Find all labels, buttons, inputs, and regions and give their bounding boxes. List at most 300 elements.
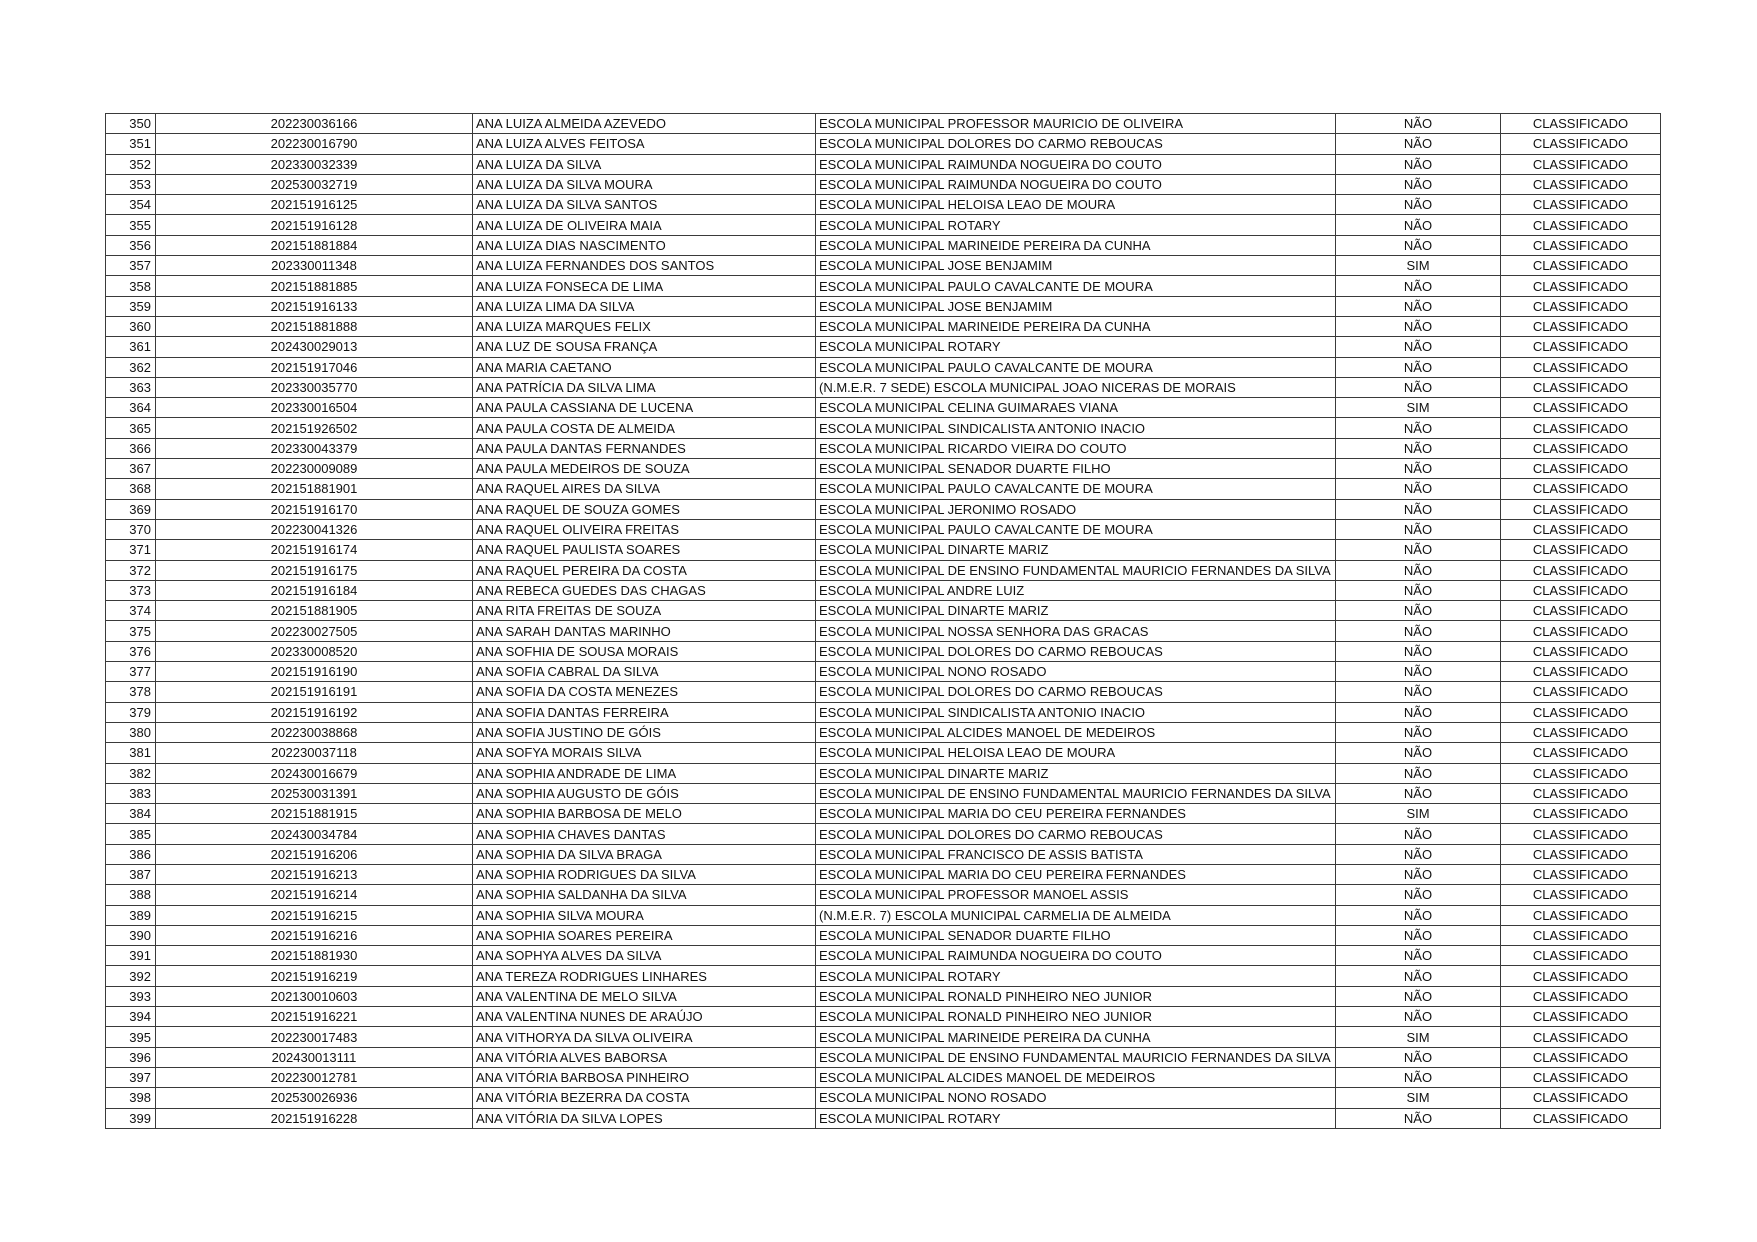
student-name-cell: ANA VALENTINA NUNES DE ARAÚJO xyxy=(473,1007,816,1027)
row-number-cell: 371 xyxy=(106,540,156,560)
student-name-cell: ANA PAULA DANTAS FERNANDES xyxy=(473,438,816,458)
table-row xyxy=(106,540,1661,560)
table-row xyxy=(106,256,1661,276)
registration-id-cell: 202230016790 xyxy=(156,134,473,154)
table-row xyxy=(106,357,1661,377)
school-name-cell: ESCOLA MUNICIPAL RAIMUNDA NOGUEIRA DO COUTO xyxy=(816,174,1336,194)
row-number-cell: 351 xyxy=(106,134,156,154)
school-name-cell: ESCOLA MUNICIPAL DE ENSINO FUNDAMENTAL MAURICIO FERNANDES DA SILVA xyxy=(816,783,1336,803)
status-cell: CLASSIFICADO xyxy=(1501,540,1661,560)
table-row xyxy=(106,702,1661,722)
table-row xyxy=(106,743,1661,763)
status-cell: CLASSIFICADO xyxy=(1501,1007,1661,1027)
registration-id-cell: 202330032339 xyxy=(156,154,473,174)
school-name-cell: ESCOLA MUNICIPAL HELOISA LEAO DE MOURA xyxy=(816,195,1336,215)
row-number-cell: 382 xyxy=(106,763,156,783)
flag-cell: NÃO xyxy=(1336,844,1501,864)
school-name-cell: ESCOLA MUNICIPAL DOLORES DO CARMO REBOUCAS xyxy=(816,134,1336,154)
school-name-cell: ESCOLA MUNICIPAL ALCIDES MANOEL DE MEDEIROS xyxy=(816,722,1336,742)
table-row xyxy=(106,154,1661,174)
table-row xyxy=(106,1007,1661,1027)
table-row xyxy=(106,459,1661,479)
student-name-cell: ANA LUIZA DE OLIVEIRA MAIA xyxy=(473,215,816,235)
school-name-cell: ESCOLA MUNICIPAL NONO ROSADO xyxy=(816,1088,1336,1108)
school-name-cell: ESCOLA MUNICIPAL DINARTE MARIZ xyxy=(816,601,1336,621)
row-number-cell: 352 xyxy=(106,154,156,174)
row-number-cell: 397 xyxy=(106,1067,156,1087)
student-name-cell: ANA RAQUEL AIRES DA SILVA xyxy=(473,479,816,499)
student-name-cell: ANA PAULA COSTA DE ALMEIDA xyxy=(473,418,816,438)
table-row xyxy=(106,966,1661,986)
school-name-cell: ESCOLA MUNICIPAL DINARTE MARIZ xyxy=(816,540,1336,560)
registration-id-cell: 202151916174 xyxy=(156,540,473,560)
status-cell: CLASSIFICADO xyxy=(1501,966,1661,986)
flag-cell: NÃO xyxy=(1336,601,1501,621)
registration-id-cell: 202151916170 xyxy=(156,499,473,519)
flag-cell: NÃO xyxy=(1336,1047,1501,1067)
registration-id-cell: 202330011348 xyxy=(156,256,473,276)
registration-id-cell: 202151881905 xyxy=(156,601,473,621)
row-number-cell: 399 xyxy=(106,1108,156,1128)
student-name-cell: ANA VITÓRIA DA SILVA LOPES xyxy=(473,1108,816,1128)
status-cell: CLASSIFICADO xyxy=(1501,337,1661,357)
registration-id-cell: 202230038868 xyxy=(156,722,473,742)
registration-id-cell: 202151916190 xyxy=(156,662,473,682)
status-cell: CLASSIFICADO xyxy=(1501,256,1661,276)
school-name-cell: ESCOLA MUNICIPAL MARINEIDE PEREIRA DA CUNHA xyxy=(816,316,1336,336)
student-name-cell: ANA LUIZA MARQUES FELIX xyxy=(473,316,816,336)
status-cell: CLASSIFICADO xyxy=(1501,641,1661,661)
status-cell: CLASSIFICADO xyxy=(1501,560,1661,580)
row-number-cell: 364 xyxy=(106,398,156,418)
registration-id-cell: 202151916216 xyxy=(156,925,473,945)
student-name-cell: ANA LUIZA ALMEIDA AZEVEDO xyxy=(473,114,816,134)
flag-cell: NÃO xyxy=(1336,946,1501,966)
table-row xyxy=(106,925,1661,945)
table-row xyxy=(106,438,1661,458)
table-row xyxy=(106,479,1661,499)
row-number-cell: 369 xyxy=(106,499,156,519)
table-row xyxy=(106,804,1661,824)
registration-id-cell: 202151881884 xyxy=(156,235,473,255)
student-name-cell: ANA LUZ DE SOUSA FRANÇA xyxy=(473,337,816,357)
registration-id-cell: 202230041326 xyxy=(156,519,473,539)
status-cell: CLASSIFICADO xyxy=(1501,377,1661,397)
table-row xyxy=(106,885,1661,905)
status-cell: CLASSIFICADO xyxy=(1501,722,1661,742)
table-row xyxy=(106,276,1661,296)
student-name-cell: ANA LUIZA DIAS NASCIMENTO xyxy=(473,235,816,255)
student-name-cell: ANA SOFIA DANTAS FERREIRA xyxy=(473,702,816,722)
table-row xyxy=(106,1047,1661,1067)
status-cell: CLASSIFICADO xyxy=(1501,662,1661,682)
status-cell: CLASSIFICADO xyxy=(1501,1088,1661,1108)
classification-table xyxy=(105,113,1661,1129)
status-cell: CLASSIFICADO xyxy=(1501,763,1661,783)
status-cell: CLASSIFICADO xyxy=(1501,601,1661,621)
status-cell: CLASSIFICADO xyxy=(1501,682,1661,702)
flag-cell: NÃO xyxy=(1336,499,1501,519)
status-cell: CLASSIFICADO xyxy=(1501,134,1661,154)
school-name-cell: ESCOLA MUNICIPAL ALCIDES MANOEL DE MEDEIROS xyxy=(816,1067,1336,1087)
school-name-cell: ESCOLA MUNICIPAL PROFESSOR MANOEL ASSIS xyxy=(816,885,1336,905)
table-row xyxy=(106,864,1661,884)
table-row xyxy=(106,682,1661,702)
row-number-cell: 370 xyxy=(106,519,156,539)
status-cell: CLASSIFICADO xyxy=(1501,114,1661,134)
flag-cell: NÃO xyxy=(1336,743,1501,763)
student-name-cell: ANA SOFYA MORAIS SILVA xyxy=(473,743,816,763)
table-row xyxy=(106,1088,1661,1108)
flag-cell: NÃO xyxy=(1336,296,1501,316)
student-name-cell: ANA SARAH DANTAS MARINHO xyxy=(473,621,816,641)
registration-id-cell: 202151881930 xyxy=(156,946,473,966)
registration-id-cell: 202330016504 xyxy=(156,398,473,418)
status-cell: CLASSIFICADO xyxy=(1501,702,1661,722)
flag-cell: NÃO xyxy=(1336,1067,1501,1087)
flag-cell: NÃO xyxy=(1336,722,1501,742)
student-name-cell: ANA VITÓRIA BEZERRA DA COSTA xyxy=(473,1088,816,1108)
row-number-cell: 379 xyxy=(106,702,156,722)
school-name-cell: ESCOLA MUNICIPAL DOLORES DO CARMO REBOUCAS xyxy=(816,824,1336,844)
row-number-cell: 365 xyxy=(106,418,156,438)
row-number-cell: 357 xyxy=(106,256,156,276)
status-cell: CLASSIFICADO xyxy=(1501,1027,1661,1047)
school-name-cell: ESCOLA MUNICIPAL JOSE BENJAMIM xyxy=(816,296,1336,316)
flag-cell: NÃO xyxy=(1336,174,1501,194)
status-cell: CLASSIFICADO xyxy=(1501,174,1661,194)
flag-cell: NÃO xyxy=(1336,702,1501,722)
flag-cell: NÃO xyxy=(1336,682,1501,702)
status-cell: CLASSIFICADO xyxy=(1501,195,1661,215)
flag-cell: SIM xyxy=(1336,398,1501,418)
student-name-cell: ANA SOPHIA SOARES PEREIRA xyxy=(473,925,816,945)
registration-id-cell: 202330043379 xyxy=(156,438,473,458)
school-name-cell: ESCOLA MUNICIPAL CELINA GUIMARAES VIANA xyxy=(816,398,1336,418)
table-row xyxy=(106,134,1661,154)
registration-id-cell: 202151916219 xyxy=(156,966,473,986)
table-row xyxy=(106,783,1661,803)
status-cell: CLASSIFICADO xyxy=(1501,499,1661,519)
school-name-cell: ESCOLA MUNICIPAL SINDICALISTA ANTONIO INACIO xyxy=(816,702,1336,722)
student-name-cell: ANA LUIZA DA SILVA xyxy=(473,154,816,174)
row-number-cell: 356 xyxy=(106,235,156,255)
flag-cell: NÃO xyxy=(1336,438,1501,458)
status-cell: CLASSIFICADO xyxy=(1501,1108,1661,1128)
table-row xyxy=(106,195,1661,215)
table-row xyxy=(106,763,1661,783)
flag-cell: NÃO xyxy=(1336,621,1501,641)
table-row xyxy=(106,1108,1661,1128)
student-name-cell: ANA LUIZA FONSECA DE LIMA xyxy=(473,276,816,296)
status-cell: CLASSIFICADO xyxy=(1501,276,1661,296)
registration-id-cell: 202151916228 xyxy=(156,1108,473,1128)
flag-cell: NÃO xyxy=(1336,905,1501,925)
student-name-cell: ANA LUIZA DA SILVA SANTOS xyxy=(473,195,816,215)
row-number-cell: 374 xyxy=(106,601,156,621)
table-row xyxy=(106,601,1661,621)
registration-id-cell: 202230009089 xyxy=(156,459,473,479)
table-row xyxy=(106,1067,1661,1087)
registration-id-cell: 202151881915 xyxy=(156,804,473,824)
school-name-cell: (N.M.E.R. 7) ESCOLA MUNICIPAL CARMELIA DE ALMEIDA xyxy=(816,905,1336,925)
registration-id-cell: 202151916184 xyxy=(156,580,473,600)
flag-cell: NÃO xyxy=(1336,540,1501,560)
row-number-cell: 368 xyxy=(106,479,156,499)
school-name-cell: ESCOLA MUNICIPAL HELOISA LEAO DE MOURA xyxy=(816,743,1336,763)
table-row xyxy=(106,641,1661,661)
status-cell: CLASSIFICADO xyxy=(1501,946,1661,966)
row-number-cell: 386 xyxy=(106,844,156,864)
table-row xyxy=(106,560,1661,580)
row-number-cell: 373 xyxy=(106,580,156,600)
row-number-cell: 360 xyxy=(106,316,156,336)
table-row xyxy=(106,519,1661,539)
registration-id-cell: 202151916192 xyxy=(156,702,473,722)
status-cell: CLASSIFICADO xyxy=(1501,519,1661,539)
row-number-cell: 363 xyxy=(106,377,156,397)
status-cell: CLASSIFICADO xyxy=(1501,925,1661,945)
student-name-cell: ANA RITA FREITAS DE SOUZA xyxy=(473,601,816,621)
school-name-cell: ESCOLA MUNICIPAL NONO ROSADO xyxy=(816,662,1336,682)
row-number-cell: 366 xyxy=(106,438,156,458)
status-cell: CLASSIFICADO xyxy=(1501,215,1661,235)
student-name-cell: ANA MARIA CAETANO xyxy=(473,357,816,377)
school-name-cell: ESCOLA MUNICIPAL FRANCISCO DE ASSIS BATISTA xyxy=(816,844,1336,864)
row-number-cell: 383 xyxy=(106,783,156,803)
row-number-cell: 388 xyxy=(106,885,156,905)
status-cell: CLASSIFICADO xyxy=(1501,986,1661,1006)
flag-cell: NÃO xyxy=(1336,864,1501,884)
status-cell: CLASSIFICADO xyxy=(1501,296,1661,316)
row-number-cell: 380 xyxy=(106,722,156,742)
student-name-cell: ANA RAQUEL OLIVEIRA FREITAS xyxy=(473,519,816,539)
flag-cell: NÃO xyxy=(1336,316,1501,336)
school-name-cell: ESCOLA MUNICIPAL RONALD PINHEIRO NEO JUNIOR xyxy=(816,986,1336,1006)
status-cell: CLASSIFICADO xyxy=(1501,580,1661,600)
school-name-cell: ESCOLA MUNICIPAL SENADOR DUARTE FILHO xyxy=(816,925,1336,945)
student-name-cell: ANA REBECA GUEDES DAS CHAGAS xyxy=(473,580,816,600)
student-name-cell: ANA VITÓRIA ALVES BABORSA xyxy=(473,1047,816,1067)
row-number-cell: 387 xyxy=(106,864,156,884)
student-name-cell: ANA SOFIA DA COSTA MENEZES xyxy=(473,682,816,702)
student-name-cell: ANA PAULA MEDEIROS DE SOUZA xyxy=(473,459,816,479)
row-number-cell: 391 xyxy=(106,946,156,966)
school-name-cell: ESCOLA MUNICIPAL MARIA DO CEU PEREIRA FERNANDES xyxy=(816,804,1336,824)
row-number-cell: 375 xyxy=(106,621,156,641)
registration-id-cell: 202530026936 xyxy=(156,1088,473,1108)
flag-cell: NÃO xyxy=(1336,986,1501,1006)
flag-cell: NÃO xyxy=(1336,195,1501,215)
table-row xyxy=(106,235,1661,255)
flag-cell: NÃO xyxy=(1336,966,1501,986)
registration-id-cell: 202151881901 xyxy=(156,479,473,499)
school-name-cell: ESCOLA MUNICIPAL RICARDO VIEIRA DO COUTO xyxy=(816,438,1336,458)
registration-id-cell: 202230027505 xyxy=(156,621,473,641)
flag-cell: NÃO xyxy=(1336,1108,1501,1128)
registration-id-cell: 202230036166 xyxy=(156,114,473,134)
school-name-cell: ESCOLA MUNICIPAL SENADOR DUARTE FILHO xyxy=(816,459,1336,479)
status-cell: CLASSIFICADO xyxy=(1501,844,1661,864)
table-row xyxy=(106,824,1661,844)
table-row xyxy=(106,946,1661,966)
row-number-cell: 385 xyxy=(106,824,156,844)
table-row xyxy=(106,398,1661,418)
row-number-cell: 390 xyxy=(106,925,156,945)
row-number-cell: 377 xyxy=(106,662,156,682)
school-name-cell: ESCOLA MUNICIPAL PAULO CAVALCANTE DE MOURA xyxy=(816,479,1336,499)
status-cell: CLASSIFICADO xyxy=(1501,479,1661,499)
row-number-cell: 372 xyxy=(106,560,156,580)
status-cell: CLASSIFICADO xyxy=(1501,1047,1661,1067)
school-name-cell: ESCOLA MUNICIPAL DOLORES DO CARMO REBOUCAS xyxy=(816,682,1336,702)
row-number-cell: 353 xyxy=(106,174,156,194)
status-cell: CLASSIFICADO xyxy=(1501,824,1661,844)
row-number-cell: 355 xyxy=(106,215,156,235)
row-number-cell: 394 xyxy=(106,1007,156,1027)
registration-id-cell: 202151916175 xyxy=(156,560,473,580)
registration-id-cell: 202530032719 xyxy=(156,174,473,194)
table-row xyxy=(106,337,1661,357)
student-name-cell: ANA VITHORYA DA SILVA OLIVEIRA xyxy=(473,1027,816,1047)
student-name-cell: ANA SOPHIA SILVA MOURA xyxy=(473,905,816,925)
table-row xyxy=(106,722,1661,742)
school-name-cell: ESCOLA MUNICIPAL PAULO CAVALCANTE DE MOURA xyxy=(816,276,1336,296)
registration-id-cell: 202230037118 xyxy=(156,743,473,763)
school-name-cell: ESCOLA MUNICIPAL DOLORES DO CARMO REBOUCAS xyxy=(816,641,1336,661)
flag-cell: NÃO xyxy=(1336,357,1501,377)
registration-id-cell: 202230017483 xyxy=(156,1027,473,1047)
flag-cell: NÃO xyxy=(1336,154,1501,174)
flag-cell: NÃO xyxy=(1336,763,1501,783)
registration-id-cell: 202130010603 xyxy=(156,986,473,1006)
status-cell: CLASSIFICADO xyxy=(1501,905,1661,925)
flag-cell: NÃO xyxy=(1336,215,1501,235)
school-name-cell: ESCOLA MUNICIPAL PAULO CAVALCANTE DE MOURA xyxy=(816,357,1336,377)
table-row xyxy=(106,844,1661,864)
status-cell: CLASSIFICADO xyxy=(1501,885,1661,905)
registration-id-cell: 202151881885 xyxy=(156,276,473,296)
school-name-cell: ESCOLA MUNICIPAL ROTARY xyxy=(816,215,1336,235)
table-row xyxy=(106,377,1661,397)
row-number-cell: 378 xyxy=(106,682,156,702)
registration-id-cell: 202151916133 xyxy=(156,296,473,316)
student-name-cell: ANA RAQUEL PAULISTA SOARES xyxy=(473,540,816,560)
registration-id-cell: 202330035770 xyxy=(156,377,473,397)
table-row xyxy=(106,986,1661,1006)
registration-id-cell: 202151916191 xyxy=(156,682,473,702)
status-cell: CLASSIFICADO xyxy=(1501,316,1661,336)
flag-cell: NÃO xyxy=(1336,1007,1501,1027)
registration-id-cell: 202151916213 xyxy=(156,864,473,884)
student-name-cell: ANA SOFHIA DE SOUSA MORAIS xyxy=(473,641,816,661)
student-name-cell: ANA SOPHIA BARBOSA DE MELO xyxy=(473,804,816,824)
row-number-cell: 381 xyxy=(106,743,156,763)
table-row xyxy=(106,499,1661,519)
flag-cell: NÃO xyxy=(1336,519,1501,539)
row-number-cell: 392 xyxy=(106,966,156,986)
school-name-cell: ESCOLA MUNICIPAL RAIMUNDA NOGUEIRA DO COUTO xyxy=(816,946,1336,966)
registration-id-cell: 202151881888 xyxy=(156,316,473,336)
student-name-cell: ANA PATRÍCIA DA SILVA LIMA xyxy=(473,377,816,397)
school-name-cell: (N.M.E.R. 7 SEDE) ESCOLA MUNICIPAL JOAO NICERAS DE MORAIS xyxy=(816,377,1336,397)
registration-id-cell: 202430034784 xyxy=(156,824,473,844)
flag-cell: NÃO xyxy=(1336,824,1501,844)
school-name-cell: ESCOLA MUNICIPAL DINARTE MARIZ xyxy=(816,763,1336,783)
row-number-cell: 354 xyxy=(106,195,156,215)
student-name-cell: ANA RAQUEL PEREIRA DA COSTA xyxy=(473,560,816,580)
school-name-cell: ESCOLA MUNICIPAL JERONIMO ROSADO xyxy=(816,499,1336,519)
student-name-cell: ANA SOPHIA AUGUSTO DE GÓIS xyxy=(473,783,816,803)
student-name-cell: ANA LUIZA DA SILVA MOURA xyxy=(473,174,816,194)
school-name-cell: ESCOLA MUNICIPAL JOSE BENJAMIM xyxy=(816,256,1336,276)
flag-cell: NÃO xyxy=(1336,134,1501,154)
school-name-cell: ESCOLA MUNICIPAL DE ENSINO FUNDAMENTAL MAURICIO FERNANDES DA SILVA xyxy=(816,560,1336,580)
table-row xyxy=(106,905,1661,925)
flag-cell: NÃO xyxy=(1336,560,1501,580)
flag-cell: NÃO xyxy=(1336,580,1501,600)
row-number-cell: 358 xyxy=(106,276,156,296)
status-cell: CLASSIFICADO xyxy=(1501,235,1661,255)
table-row xyxy=(106,662,1661,682)
row-number-cell: 362 xyxy=(106,357,156,377)
status-cell: CLASSIFICADO xyxy=(1501,459,1661,479)
registration-id-cell: 202151917046 xyxy=(156,357,473,377)
row-number-cell: 376 xyxy=(106,641,156,661)
row-number-cell: 393 xyxy=(106,986,156,1006)
table-row xyxy=(106,316,1661,336)
school-name-cell: ESCOLA MUNICIPAL MARINEIDE PEREIRA DA CUNHA xyxy=(816,235,1336,255)
status-cell: CLASSIFICADO xyxy=(1501,864,1661,884)
flag-cell: NÃO xyxy=(1336,783,1501,803)
student-name-cell: ANA PAULA CASSIANA DE LUCENA xyxy=(473,398,816,418)
student-name-cell: ANA TEREZA RODRIGUES LINHARES xyxy=(473,966,816,986)
student-name-cell: ANA SOPHYA ALVES DA SILVA xyxy=(473,946,816,966)
flag-cell: SIM xyxy=(1336,1088,1501,1108)
status-cell: CLASSIFICADO xyxy=(1501,418,1661,438)
table-row xyxy=(106,114,1661,134)
registration-id-cell: 202151916125 xyxy=(156,195,473,215)
student-name-cell: ANA SOPHIA DA SILVA BRAGA xyxy=(473,844,816,864)
flag-cell: SIM xyxy=(1336,1027,1501,1047)
student-name-cell: ANA RAQUEL DE SOUZA GOMES xyxy=(473,499,816,519)
registration-id-cell: 202430013111 xyxy=(156,1047,473,1067)
table-row xyxy=(106,215,1661,235)
registration-id-cell: 202530031391 xyxy=(156,783,473,803)
table-row xyxy=(106,1027,1661,1047)
status-cell: CLASSIFICADO xyxy=(1501,438,1661,458)
flag-cell: SIM xyxy=(1336,804,1501,824)
row-number-cell: 367 xyxy=(106,459,156,479)
status-cell: CLASSIFICADO xyxy=(1501,783,1661,803)
school-name-cell: ESCOLA MUNICIPAL DE ENSINO FUNDAMENTAL MAURICIO FERNANDES DA SILVA xyxy=(816,1047,1336,1067)
school-name-cell: ESCOLA MUNICIPAL SINDICALISTA ANTONIO INACIO xyxy=(816,418,1336,438)
registration-id-cell: 202151916221 xyxy=(156,1007,473,1027)
status-cell: CLASSIFICADO xyxy=(1501,804,1661,824)
flag-cell: NÃO xyxy=(1336,662,1501,682)
table-row xyxy=(106,580,1661,600)
flag-cell: NÃO xyxy=(1336,337,1501,357)
status-cell: CLASSIFICADO xyxy=(1501,154,1661,174)
student-name-cell: ANA LUIZA ALVES FEITOSA xyxy=(473,134,816,154)
student-name-cell: ANA VALENTINA DE MELO SILVA xyxy=(473,986,816,1006)
table-row xyxy=(106,621,1661,641)
student-name-cell: ANA SOPHIA CHAVES DANTAS xyxy=(473,824,816,844)
flag-cell: NÃO xyxy=(1336,235,1501,255)
registration-id-cell: 202430016679 xyxy=(156,763,473,783)
status-cell: CLASSIFICADO xyxy=(1501,1067,1661,1087)
student-name-cell: ANA SOFIA CABRAL DA SILVA xyxy=(473,662,816,682)
